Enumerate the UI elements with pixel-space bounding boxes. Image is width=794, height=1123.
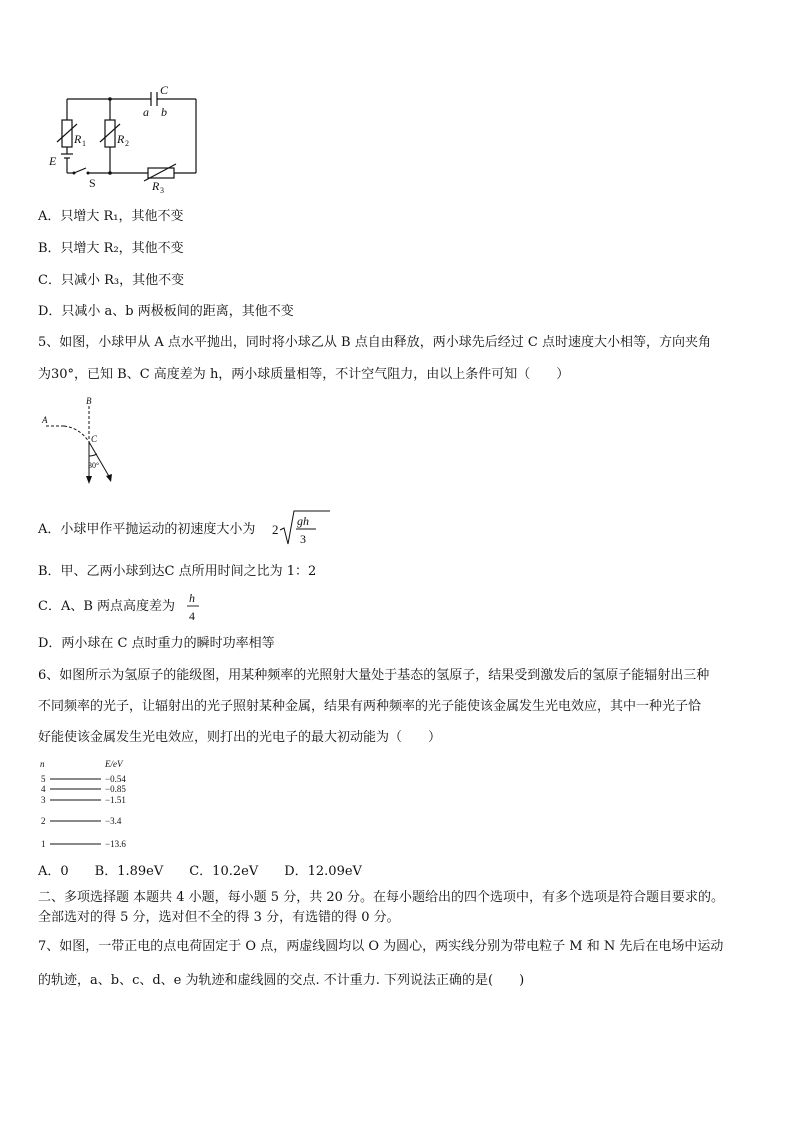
circuit-diagram <box>40 82 210 194</box>
point-a-label: A <box>42 415 48 425</box>
level-1-n: 1 <box>41 839 46 849</box>
plate-b-label: b <box>161 105 167 119</box>
q4-option-c: C．只减小 R₃，其他不变 <box>38 273 185 288</box>
energy-level-diagram <box>38 758 138 854</box>
section2-line2: 全部选对的得 5 分，选对但不全的得 3 分，有选错的得 0 分。 <box>38 910 400 925</box>
battery-label: E <box>49 154 57 168</box>
level-5-n: 5 <box>41 774 46 784</box>
r3-label: R <box>152 179 160 193</box>
svg-text:4: 4 <box>189 609 195 623</box>
r2-label: R <box>117 132 125 146</box>
level-4-n: 4 <box>41 784 46 794</box>
q5-option-a-formula <box>272 508 356 550</box>
q5-stem-line1: 5、如图，小球甲从 A 点水平抛出，同时将小球乙从 B 点自由释放，两小球先后经过 C 点时速度大小相等，方向夹角 <box>38 335 711 350</box>
svg-text:gh: gh <box>297 514 309 528</box>
q7-stem-line2: 的轨迹，a、b、c、d、e 为轨迹和虚线圆的交点. 不计重力. 下列说法正确的是( ) <box>38 973 525 988</box>
q6-stem-line2: 不同频率的光子，让辐射出的光子照射某种金属，结果有两种频率的光子能使该金属发生光电效应，其中一种光子恰 <box>38 699 702 714</box>
level-2-energy: −3.4 <box>105 816 122 826</box>
plate-a-label: a <box>143 105 149 119</box>
projectile-diagram <box>40 396 120 488</box>
q6-stem-line1: 6、如图所示为氢原子的能级图，用某种频率的光照射大量处于基态的氢原子，结果受到激发后的氢原子能辐射出三种 <box>38 668 710 683</box>
r1-label: R <box>74 132 82 146</box>
level-4-energy: −0.85 <box>105 784 126 794</box>
r1-subscript: 1 <box>82 139 86 148</box>
angle-label: 30° <box>88 461 100 470</box>
switch-label: S <box>89 176 96 190</box>
q6-stem-line3: 好能使该金属发生光电效应，则打出的光电子的最大初动能为（ ） <box>38 730 442 745</box>
point-c-label: C <box>91 434 98 444</box>
capacitor-label: C <box>160 83 169 97</box>
point-b-label: B <box>86 396 92 406</box>
section2-line1: 二、多项选择题 本题共 4 小题，每小题 5 分，共 20 分。在每小题给出的四个选项中，有多个选项是符合题目要求的。 <box>38 890 725 905</box>
q5-stem-line2: 为30°，已知 B、C 高度差为 h，两小球质量相等，不计空气阻力，由以上条件可知（ ） <box>38 367 570 382</box>
level-3-n: 3 <box>41 795 46 805</box>
q4-option-a: A．只增大 R₁，其他不变 <box>38 209 184 224</box>
q6-options: A．0 B．1.89eV C．10.2eV D．12.09eV <box>38 864 362 879</box>
header-n: n <box>40 759 45 769</box>
svg-text:3: 3 <box>300 532 306 546</box>
q5-option-b: B．甲、乙两小球到达C 点所用时间之比为 1：2 <box>38 564 317 579</box>
level-3-energy: −1.51 <box>105 795 126 805</box>
q4-option-b: B．只增大 R₂，其他不变 <box>38 241 184 256</box>
q4-option-d: D．只减小 a、b 两极板间的距离，其他不变 <box>38 304 294 319</box>
svg-text:h: h <box>189 591 195 605</box>
q7-stem-line1: 7、如图，一带正电的点电荷固定于 O 点，两虚线圆均以 O 为圆心，两实线分别为带电粒子 M 和 N 先后在电场中运动 <box>38 939 724 954</box>
q5-option-c-fraction <box>186 588 206 628</box>
level-2-n: 2 <box>41 816 46 826</box>
level-5-energy: −0.54 <box>105 774 126 784</box>
r3-subscript: 3 <box>160 186 164 194</box>
q5-option-d: D．两小球在 C 点时重力的瞬时功率相等 <box>38 636 275 651</box>
r2-subscript: 2 <box>125 139 129 148</box>
header-energy: E/eV <box>105 759 123 769</box>
svg-text:2: 2 <box>272 522 279 537</box>
level-1-energy: −13.6 <box>105 839 126 849</box>
